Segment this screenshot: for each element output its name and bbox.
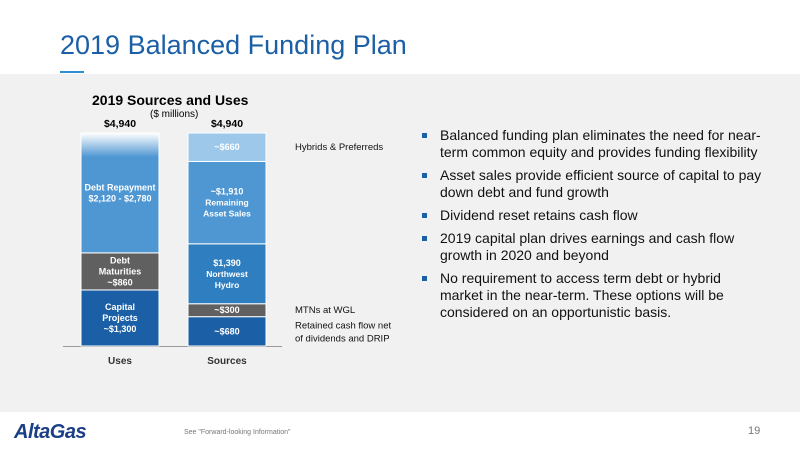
segment-label: Projects (102, 312, 138, 323)
segment-label: ~$300 (214, 305, 240, 316)
bar-total-label: $4,940 (103, 118, 137, 130)
bullet-item: 2019 capital plan drives earnings and cash flow growth in 2020 and beyond (422, 230, 762, 264)
bullet-marker (422, 213, 427, 218)
page-title: 2019 Balanced Funding Plan (60, 30, 407, 60)
segment-label: ~$1,300 (103, 323, 137, 334)
segment-label: ~$1,910 (210, 186, 244, 197)
page-number: 19 (748, 425, 761, 437)
chart-subtitle: ($ millions) (150, 109, 199, 120)
category-tick-label: Uses (108, 356, 132, 367)
side-annotation: MTNs at WGL (295, 305, 356, 317)
chart-title: 2019 Sources and Uses (92, 92, 249, 108)
segment-label: $1,390 (213, 257, 241, 268)
segment-label: Debt Repayment (84, 182, 156, 193)
altagas-logo: AltaGas (14, 421, 87, 443)
segment-label: Capital (104, 301, 136, 312)
side-annotation: Hybrids & Preferreds (295, 142, 384, 154)
bar-total-label: $4,940 (210, 118, 244, 130)
segment-label: Debt (110, 255, 130, 266)
segment-label: ~$860 (107, 277, 133, 288)
category-tick-label: Sources (207, 356, 247, 367)
bullet-marker (422, 236, 427, 241)
bullet-list (422, 127, 762, 327)
segment-label: Northwest (206, 268, 248, 279)
segment-label: ~$680 (214, 326, 240, 337)
bullet-item: Asset sales provide efficient source of capital to pay down debt and fund growth (422, 167, 762, 201)
bullet-item: Balanced funding plan eliminates the need for near-term common equity and provides funding flexibility (422, 127, 762, 161)
segment-label: Remaining (205, 197, 249, 208)
footer-note[interactable]: See "Forward-looking Information" (184, 429, 291, 436)
bullet-item: Dividend reset retains cash flow (422, 207, 762, 224)
side-annotation: Retained cash flow net (295, 320, 392, 332)
side-annotation: of dividends and DRIP (295, 333, 390, 345)
bullet-marker (422, 173, 427, 178)
segment-label: $2,120 - $2,780 (88, 193, 152, 204)
segment-label: Hydro (214, 279, 240, 290)
bullet-marker (422, 133, 427, 138)
bullet-item: No requirement to access term debt or hybrid market in the near-term. These options will be considered on an opportunistic basis. (422, 270, 762, 321)
segment-label: Asset Sales (203, 208, 251, 219)
bullet-marker (422, 276, 427, 281)
footer-bar (0, 412, 800, 450)
segment-label: Maturities (98, 266, 142, 277)
segment-label: ~$660 (214, 142, 240, 153)
